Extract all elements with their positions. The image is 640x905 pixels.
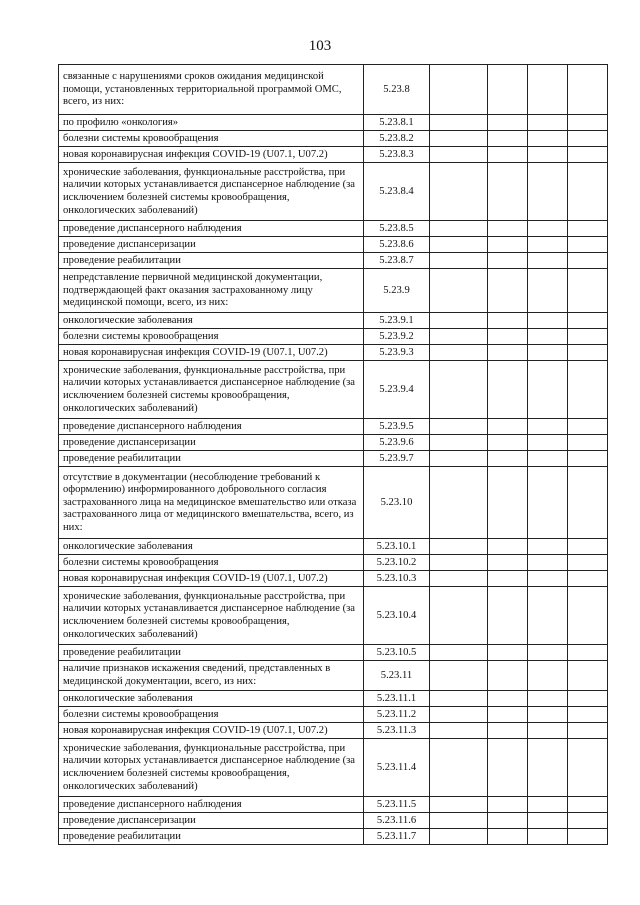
row-value-cell	[528, 163, 568, 221]
row-code: 5.23.11.2	[364, 707, 430, 723]
row-description: наличие признаков искажения сведений, представленных в медицинской документации, всего, из них:	[59, 661, 364, 691]
table-row	[59, 131, 608, 147]
table-row	[59, 221, 608, 237]
row-value-cell	[528, 539, 568, 555]
table-row	[59, 467, 608, 539]
row-value-cell	[528, 361, 568, 419]
row-value-cell	[488, 467, 528, 539]
table-row	[59, 345, 608, 361]
row-value-cell	[528, 115, 568, 131]
row-value-cell	[488, 723, 528, 739]
row-value-cell	[488, 691, 528, 707]
row-value-cell	[528, 269, 568, 313]
table-row	[59, 419, 608, 435]
row-value-cell	[430, 435, 488, 451]
row-value-cell	[568, 723, 608, 739]
row-code: 5.23.11.7	[364, 829, 430, 845]
table-row	[59, 707, 608, 723]
row-code: 5.23.9.5	[364, 419, 430, 435]
row-value-cell	[430, 661, 488, 691]
row-code: 5.23.11	[364, 661, 430, 691]
row-value-cell	[430, 451, 488, 467]
row-value-cell	[528, 131, 568, 147]
row-description: онкологические заболевания	[59, 539, 364, 555]
row-code: 5.23.8.4	[364, 163, 430, 221]
row-value-cell	[528, 221, 568, 237]
row-value-cell	[528, 467, 568, 539]
row-value-cell	[430, 221, 488, 237]
row-value-cell	[568, 163, 608, 221]
row-value-cell	[488, 707, 528, 723]
row-description: онкологические заболевания	[59, 313, 364, 329]
row-code: 5.23.10.1	[364, 539, 430, 555]
row-value-cell	[430, 329, 488, 345]
row-value-cell	[430, 313, 488, 329]
row-value-cell	[430, 723, 488, 739]
row-code: 5.23.8.6	[364, 237, 430, 253]
row-value-cell	[488, 221, 528, 237]
table-row	[59, 237, 608, 253]
table-row	[59, 645, 608, 661]
row-value-cell	[488, 587, 528, 645]
row-value-cell	[430, 739, 488, 797]
row-value-cell	[568, 253, 608, 269]
row-code: 5.23.10	[364, 467, 430, 539]
row-value-cell	[528, 555, 568, 571]
row-description: болезни системы кровообращения	[59, 555, 364, 571]
row-code: 5.23.8.5	[364, 221, 430, 237]
row-value-cell	[568, 115, 608, 131]
table-row	[59, 269, 608, 313]
row-description: хронические заболевания, функциональные расстройства, при наличии которых устанавливается диспансерное наблюдение (за исключением болезней системы кровообращения, онкологических заболеваний)	[59, 587, 364, 645]
row-value-cell	[430, 361, 488, 419]
row-code: 5.23.8.7	[364, 253, 430, 269]
row-code: 5.23.9	[364, 269, 430, 313]
row-value-cell	[528, 571, 568, 587]
row-value-cell	[528, 707, 568, 723]
row-description: проведение реабилитации	[59, 829, 364, 845]
row-value-cell	[430, 163, 488, 221]
row-value-cell	[430, 115, 488, 131]
row-value-cell	[430, 539, 488, 555]
row-value-cell	[568, 361, 608, 419]
row-code: 5.23.10.2	[364, 555, 430, 571]
row-value-cell	[488, 645, 528, 661]
row-value-cell	[528, 661, 568, 691]
row-value-cell	[488, 539, 528, 555]
row-value-cell	[568, 813, 608, 829]
table-row	[59, 739, 608, 797]
row-value-cell	[430, 829, 488, 845]
row-value-cell	[568, 435, 608, 451]
row-value-cell	[528, 253, 568, 269]
row-value-cell	[528, 313, 568, 329]
row-value-cell	[528, 645, 568, 661]
row-description: проведение диспансерного наблюдения	[59, 221, 364, 237]
table-row	[59, 571, 608, 587]
row-description: онкологические заболевания	[59, 691, 364, 707]
row-value-cell	[488, 829, 528, 845]
row-value-cell	[430, 237, 488, 253]
row-value-cell	[528, 829, 568, 845]
table-row	[59, 813, 608, 829]
table-row	[59, 329, 608, 345]
table-row	[59, 253, 608, 269]
row-value-cell	[568, 329, 608, 345]
row-value-cell	[528, 691, 568, 707]
row-description: проведение диспансеризации	[59, 813, 364, 829]
report-table-body	[59, 65, 608, 845]
row-value-cell	[430, 797, 488, 813]
row-value-cell	[528, 587, 568, 645]
table-row	[59, 539, 608, 555]
row-value-cell	[488, 345, 528, 361]
table-row	[59, 65, 608, 115]
row-code: 5.23.10.5	[364, 645, 430, 661]
table-row	[59, 691, 608, 707]
table-row	[59, 147, 608, 163]
row-description: новая коронавирусная инфекция COVID-19 (U07.1, U07.2)	[59, 723, 364, 739]
table-row	[59, 313, 608, 329]
row-value-cell	[430, 345, 488, 361]
row-value-cell	[488, 65, 528, 115]
row-value-cell	[568, 739, 608, 797]
row-description: новая коронавирусная инфекция COVID-19 (U07.1, U07.2)	[59, 147, 364, 163]
row-value-cell	[430, 131, 488, 147]
row-value-cell	[528, 723, 568, 739]
row-code: 5.23.8.1	[364, 115, 430, 131]
row-value-cell	[568, 645, 608, 661]
row-code: 5.23.8.3	[364, 147, 430, 163]
row-description: новая коронавирусная инфекция COVID-19 (U07.1, U07.2)	[59, 345, 364, 361]
row-value-cell	[568, 555, 608, 571]
row-value-cell	[430, 467, 488, 539]
row-description: проведение реабилитации	[59, 451, 364, 467]
row-value-cell	[488, 131, 528, 147]
row-value-cell	[568, 269, 608, 313]
row-value-cell	[528, 435, 568, 451]
row-value-cell	[430, 691, 488, 707]
table-row	[59, 587, 608, 645]
table-row	[59, 361, 608, 419]
row-code: 5.23.10.3	[364, 571, 430, 587]
row-value-cell	[488, 147, 528, 163]
row-description: отсутствие в документации (несоблюдение требований к оформлению) информированного добровольного согласия застрахованного лица на медицинское вмешательство или отказа застрахованного лица от медицинского вмешательства, всего, из них:	[59, 467, 364, 539]
row-description: проведение реабилитации	[59, 253, 364, 269]
row-value-cell	[488, 797, 528, 813]
row-value-cell	[568, 221, 608, 237]
row-description: проведение реабилитации	[59, 645, 364, 661]
row-value-cell	[568, 313, 608, 329]
row-code: 5.23.8	[364, 65, 430, 115]
row-description: связанные с нарушениями сроков ожидания медицинской помощи, установленных территориальной программой ОМС, всего, из них:	[59, 65, 364, 115]
row-value-cell	[430, 571, 488, 587]
row-value-cell	[488, 253, 528, 269]
row-description: новая коронавирусная инфекция COVID-19 (U07.1, U07.2)	[59, 571, 364, 587]
row-value-cell	[528, 65, 568, 115]
table-row	[59, 555, 608, 571]
row-value-cell	[568, 65, 608, 115]
row-value-cell	[430, 419, 488, 435]
row-description: болезни системы кровообращения	[59, 707, 364, 723]
row-value-cell	[568, 419, 608, 435]
row-value-cell	[528, 813, 568, 829]
row-value-cell	[568, 237, 608, 253]
row-value-cell	[568, 797, 608, 813]
row-description: хронические заболевания, функциональные расстройства, при наличии которых устанавливается диспансерное наблюдение (за исключением болезней системы кровообращения, онкологических заболеваний)	[59, 361, 364, 419]
row-code: 5.23.10.4	[364, 587, 430, 645]
row-value-cell	[488, 361, 528, 419]
row-value-cell	[528, 797, 568, 813]
row-value-cell	[488, 163, 528, 221]
row-code: 5.23.11.6	[364, 813, 430, 829]
row-description: по профилю «онкология»	[59, 115, 364, 131]
row-value-cell	[430, 707, 488, 723]
row-code: 5.23.9.7	[364, 451, 430, 467]
table-row	[59, 661, 608, 691]
row-value-cell	[430, 147, 488, 163]
row-value-cell	[430, 813, 488, 829]
row-value-cell	[528, 237, 568, 253]
row-value-cell	[568, 147, 608, 163]
table-row	[59, 435, 608, 451]
row-value-cell	[568, 539, 608, 555]
row-code: 5.23.11.5	[364, 797, 430, 813]
row-value-cell	[430, 253, 488, 269]
row-value-cell	[528, 329, 568, 345]
row-value-cell	[488, 115, 528, 131]
row-value-cell	[488, 435, 528, 451]
row-value-cell	[430, 645, 488, 661]
row-description: хронические заболевания, функциональные расстройства, при наличии которых устанавливается диспансерное наблюдение (за исключением болезней системы кровообращения, онкологических заболеваний)	[59, 739, 364, 797]
row-value-cell	[430, 555, 488, 571]
row-value-cell	[568, 829, 608, 845]
row-code: 5.23.9.3	[364, 345, 430, 361]
row-value-cell	[488, 237, 528, 253]
table-row	[59, 451, 608, 467]
row-description: хронические заболевания, функциональные расстройства, при наличии которых устанавливается диспансерное наблюдение (за исключением болезней системы кровообращения, онкологических заболеваний)	[59, 163, 364, 221]
row-value-cell	[568, 131, 608, 147]
table-row	[59, 723, 608, 739]
table-row	[59, 829, 608, 845]
row-description: проведение диспансерного наблюдения	[59, 797, 364, 813]
row-value-cell	[430, 269, 488, 313]
row-value-cell	[568, 451, 608, 467]
row-value-cell	[488, 571, 528, 587]
row-description: непредставление первичной медицинской документации, подтверждающей факт оказания застрахованному лицу медицинской помощи, всего, из них:	[59, 269, 364, 313]
table-row	[59, 797, 608, 813]
row-value-cell	[568, 467, 608, 539]
row-value-cell	[528, 419, 568, 435]
row-code: 5.23.11.1	[364, 691, 430, 707]
row-code: 5.23.9.6	[364, 435, 430, 451]
row-value-cell	[528, 451, 568, 467]
table-row	[59, 115, 608, 131]
row-code: 5.23.9.2	[364, 329, 430, 345]
row-value-cell	[488, 813, 528, 829]
row-value-cell	[528, 739, 568, 797]
row-value-cell	[488, 269, 528, 313]
row-value-cell	[488, 419, 528, 435]
row-code: 5.23.9.4	[364, 361, 430, 419]
row-value-cell	[528, 345, 568, 361]
row-description: болезни системы кровообращения	[59, 329, 364, 345]
row-value-cell	[430, 587, 488, 645]
row-value-cell	[488, 451, 528, 467]
row-description: проведение диспансеризации	[59, 237, 364, 253]
row-value-cell	[488, 555, 528, 571]
row-description: проведение диспансеризации	[59, 435, 364, 451]
row-value-cell	[568, 691, 608, 707]
report-table	[58, 64, 608, 845]
row-code: 5.23.11.3	[364, 723, 430, 739]
row-value-cell	[528, 147, 568, 163]
table-row	[59, 163, 608, 221]
row-value-cell	[568, 571, 608, 587]
row-code: 5.23.9.1	[364, 313, 430, 329]
row-code: 5.23.11.4	[364, 739, 430, 797]
row-value-cell	[488, 739, 528, 797]
row-value-cell	[430, 65, 488, 115]
row-value-cell	[488, 329, 528, 345]
page-number: 103	[308, 38, 332, 54]
row-value-cell	[568, 345, 608, 361]
row-value-cell	[568, 587, 608, 645]
row-value-cell	[568, 707, 608, 723]
row-value-cell	[488, 661, 528, 691]
row-description: проведение диспансерного наблюдения	[59, 419, 364, 435]
row-code: 5.23.8.2	[364, 131, 430, 147]
row-value-cell	[568, 661, 608, 691]
row-description: болезни системы кровообращения	[59, 131, 364, 147]
row-value-cell	[488, 313, 528, 329]
